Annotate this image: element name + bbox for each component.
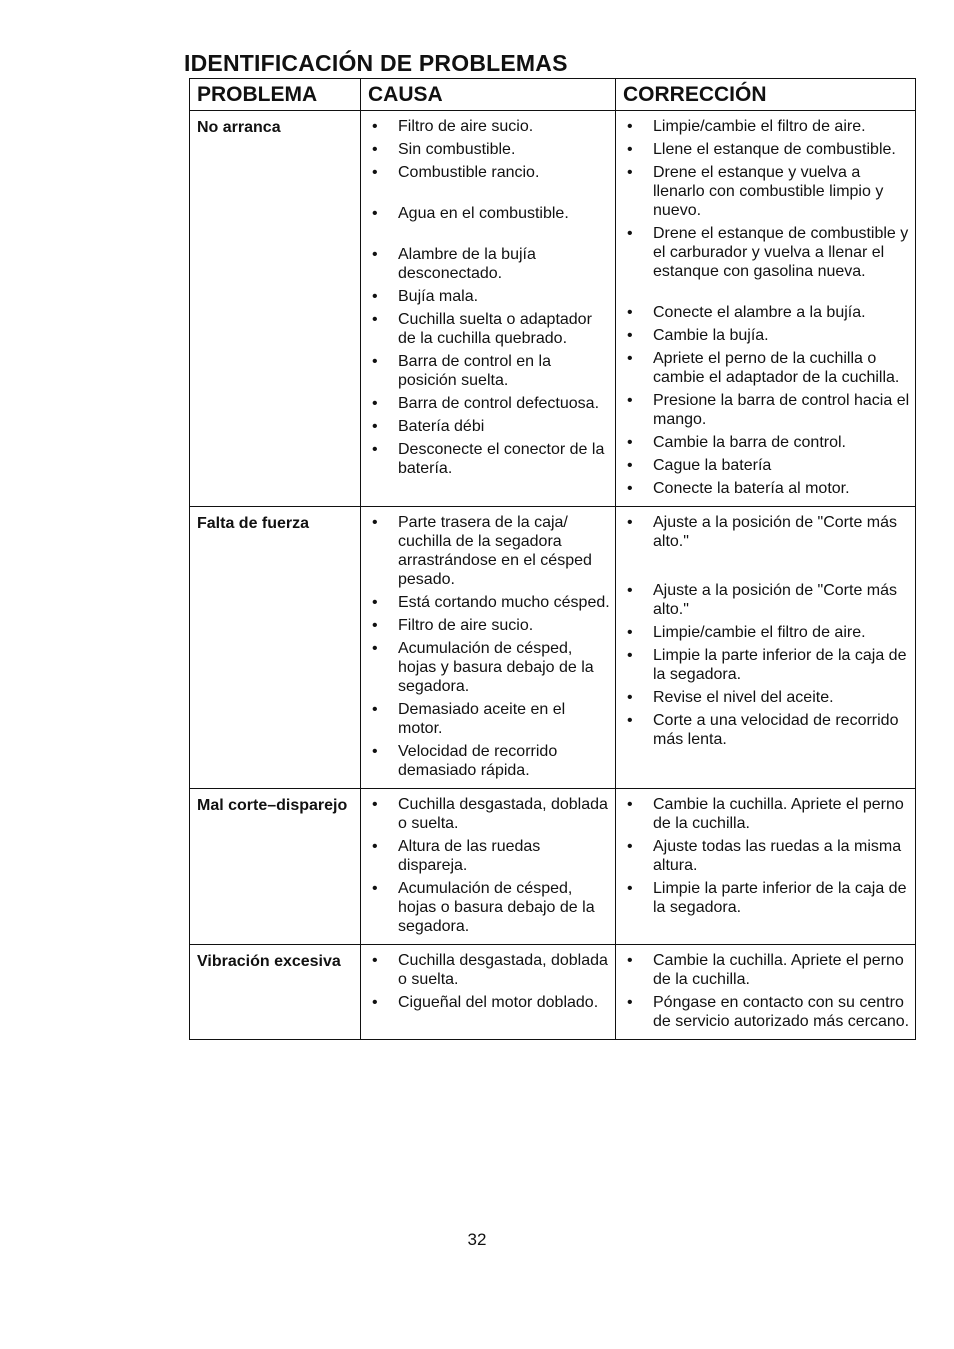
cause-text: Alambre de la bujía desconectado. bbox=[398, 246, 536, 282]
correction-item bbox=[623, 117, 911, 136]
bullet-icon: • bbox=[372, 141, 378, 158]
correction-item bbox=[623, 951, 911, 989]
correction-text: Drene el estanque de combustible y el carburador y vuelva a llenar el estanque con gasolina nueva. bbox=[653, 225, 909, 280]
header-problema: PROBLEMA bbox=[190, 79, 360, 111]
correction-text: Cambie la cuchilla. Apriete el perno de la cuchilla. bbox=[653, 952, 904, 988]
cause-item bbox=[368, 993, 611, 1012]
correction-text: Limpie la parte inferior de la caja de la segadora. bbox=[653, 880, 907, 916]
correction-text: Limpie/cambie el filtro de aire. bbox=[653, 118, 866, 135]
correction-text: Conecte el alambre a la bujía. bbox=[653, 304, 866, 321]
cause-text: Barra de control defectuosa. bbox=[398, 395, 600, 412]
cause-text: Desconecte el conector de la batería. bbox=[398, 441, 605, 477]
correction-item bbox=[623, 795, 911, 833]
correction-text: Limpie/cambie el filtro de aire. bbox=[653, 624, 866, 641]
correction-item bbox=[623, 513, 911, 551]
cause-item bbox=[368, 140, 611, 159]
bullet-icon: • bbox=[627, 624, 633, 641]
cause-text: Velocidad de recorrido demasiado rápida. bbox=[398, 743, 558, 779]
cause-text: Cuchilla desgastada, doblada o suelta. bbox=[398, 952, 608, 988]
problem-label: Mal corte–disparejo bbox=[197, 797, 348, 814]
problem-label: Vibración excesiva bbox=[197, 953, 341, 970]
bullet-icon: • bbox=[372, 514, 378, 531]
correction-text: Corte a una velocidad de recorrido más lenta. bbox=[653, 712, 899, 748]
table-section bbox=[190, 111, 915, 507]
cause-item bbox=[368, 879, 611, 936]
correction-item bbox=[623, 349, 911, 387]
correction-item bbox=[623, 711, 911, 749]
correction-text: Presione la barra de control hacia el mango. bbox=[653, 392, 910, 428]
header-correccion: CORRECCIÓN bbox=[615, 79, 915, 111]
bullet-icon: • bbox=[627, 392, 633, 409]
cause-item bbox=[368, 742, 611, 780]
correction-text: Cambie la cuchilla. Apriete el perno de la cuchilla. bbox=[653, 796, 904, 832]
cause-text: Cuchilla desgastada, doblada o suelta. bbox=[398, 796, 608, 832]
bullet-icon: • bbox=[372, 353, 378, 370]
cause-item bbox=[368, 394, 611, 413]
cause-text: Acumulación de césped, hojas o basura debajo de la segadora. bbox=[398, 880, 595, 935]
cause-text: Agua en el combustible. bbox=[398, 205, 569, 222]
bullet-icon: • bbox=[372, 743, 378, 760]
correction-item bbox=[623, 456, 911, 475]
correction-item bbox=[623, 391, 911, 429]
correction-item bbox=[623, 879, 911, 917]
cause-item bbox=[368, 616, 611, 635]
cause-column bbox=[360, 507, 615, 788]
bullet-icon: • bbox=[627, 225, 633, 242]
correction-text: Llene el estanque de combustible. bbox=[653, 141, 896, 158]
correction-item bbox=[623, 326, 911, 345]
bullet-icon: • bbox=[372, 395, 378, 412]
bullet-icon: • bbox=[372, 164, 378, 181]
cause-column bbox=[360, 945, 615, 1039]
bullet-icon: • bbox=[372, 952, 378, 969]
bullet-icon: • bbox=[372, 594, 378, 611]
correction-item bbox=[623, 646, 911, 684]
bullet-icon: • bbox=[627, 796, 633, 813]
correction-item bbox=[623, 837, 911, 875]
correction-text: Ajuste a la posición de "Corte más alto." bbox=[653, 582, 898, 618]
bullet-icon: • bbox=[372, 288, 378, 305]
cause-item bbox=[368, 417, 611, 436]
bullet-icon: • bbox=[627, 514, 633, 531]
bullet-icon: • bbox=[627, 164, 633, 181]
correction-item bbox=[623, 623, 911, 642]
correction-column bbox=[615, 507, 915, 788]
correction-text: Apriete el perno de la cuchilla o cambie el adaptador de la cuchilla. bbox=[653, 350, 900, 386]
cause-item bbox=[368, 163, 611, 182]
cause-text: Sin combustible. bbox=[398, 141, 516, 158]
bullet-icon: • bbox=[372, 418, 378, 435]
troubleshooting-table bbox=[189, 78, 916, 1040]
bullet-icon: • bbox=[627, 952, 633, 969]
correction-item bbox=[623, 688, 911, 707]
cause-text: Filtro de aire sucio. bbox=[398, 617, 534, 634]
cause-item bbox=[368, 352, 611, 390]
correction-item bbox=[623, 433, 911, 452]
cause-item bbox=[368, 204, 611, 223]
correction-item bbox=[623, 581, 911, 619]
correction-column bbox=[615, 789, 915, 944]
cause-item bbox=[368, 951, 611, 989]
correction-item bbox=[623, 993, 911, 1031]
bullet-icon: • bbox=[627, 480, 633, 497]
correction-text: Cambie la barra de control. bbox=[653, 434, 846, 451]
table-section bbox=[190, 507, 915, 789]
cause-item bbox=[368, 117, 611, 136]
bullet-icon: • bbox=[627, 689, 633, 706]
bullet-icon: • bbox=[627, 712, 633, 729]
correction-text: Drene el estanque y vuelva a llenarlo con combustible limpio y nuevo. bbox=[653, 164, 884, 219]
bullet-icon: • bbox=[372, 640, 378, 657]
cause-item bbox=[368, 310, 611, 348]
bullet-icon: • bbox=[627, 880, 633, 897]
correction-text: Ajuste todas las ruedas a la misma altura. bbox=[653, 838, 902, 874]
bullet-icon: • bbox=[372, 311, 378, 328]
bullet-icon: • bbox=[372, 617, 378, 634]
bullet-icon: • bbox=[372, 838, 378, 855]
bullet-icon: • bbox=[627, 838, 633, 855]
cause-text: Filtro de aire sucio. bbox=[398, 118, 534, 135]
correction-item bbox=[623, 163, 911, 220]
bullet-icon: • bbox=[627, 434, 633, 451]
cause-text: Demasiado aceite en el motor. bbox=[398, 701, 566, 737]
cause-item bbox=[368, 795, 611, 833]
correction-text: Revise el nivel del aceite. bbox=[653, 689, 834, 706]
cause-text: Barra de control en la posición suelta. bbox=[398, 353, 551, 389]
correction-text: Cambie la bujía. bbox=[653, 327, 769, 344]
page-title: IDENTIFICACIÓN DE PROBLEMAS bbox=[184, 50, 568, 76]
problem-label: Falta de fuerza bbox=[197, 515, 310, 532]
correction-column bbox=[615, 945, 915, 1039]
header-causa: CAUSA bbox=[360, 79, 615, 111]
cause-text: Cigueñal del motor doblado. bbox=[398, 994, 599, 1011]
bullet-icon: • bbox=[372, 205, 378, 222]
correction-item bbox=[623, 303, 911, 322]
bullet-icon: • bbox=[372, 701, 378, 718]
cause-text: Altura de las ruedas dispareja. bbox=[398, 838, 541, 874]
correction-item bbox=[623, 479, 911, 498]
bullet-icon: • bbox=[372, 118, 378, 135]
table-body bbox=[190, 111, 915, 1039]
bullet-icon: • bbox=[627, 647, 633, 664]
bullet-icon: • bbox=[372, 246, 378, 263]
correction-text: Cague la batería bbox=[653, 457, 772, 474]
cause-text: Acumulación de césped, hojas y basura debajo de la segadora. bbox=[398, 640, 594, 695]
cause-column bbox=[360, 789, 615, 944]
cause-item bbox=[368, 700, 611, 738]
cause-item bbox=[368, 593, 611, 612]
bullet-icon: • bbox=[627, 118, 633, 135]
table-header bbox=[190, 79, 915, 111]
cause-text: Parte trasera de la caja/ cuchilla de la segadora arrastrándose en el césped pesado. bbox=[398, 514, 592, 588]
correction-text: Limpie la parte inferior de la caja de la segadora. bbox=[653, 647, 907, 683]
cause-item bbox=[368, 513, 611, 589]
table-section bbox=[190, 945, 915, 1039]
bullet-icon: • bbox=[627, 304, 633, 321]
table-section bbox=[190, 789, 915, 945]
cause-item bbox=[368, 639, 611, 696]
page-number: 32 bbox=[467, 1230, 487, 1249]
cause-item bbox=[368, 837, 611, 875]
correction-text: Ajuste a la posición de "Corte más alto." bbox=[653, 514, 898, 550]
cause-item bbox=[368, 440, 611, 478]
correction-text: Póngase en contacto con su centro de servicio autorizado más cercano. bbox=[653, 994, 910, 1030]
bullet-icon: • bbox=[627, 994, 633, 1011]
cause-text: Batería débi bbox=[398, 418, 485, 435]
bullet-icon: • bbox=[372, 994, 378, 1011]
correction-item bbox=[623, 224, 911, 281]
cause-item bbox=[368, 287, 611, 306]
bullet-icon: • bbox=[372, 796, 378, 813]
bullet-icon: • bbox=[627, 582, 633, 599]
correction-column bbox=[615, 111, 915, 506]
bullet-icon: • bbox=[627, 141, 633, 158]
cause-text: Combustible rancio. bbox=[398, 164, 540, 181]
bullet-icon: • bbox=[372, 441, 378, 458]
cause-text: Bujía mala. bbox=[398, 288, 479, 305]
bullet-icon: • bbox=[627, 327, 633, 344]
cause-item bbox=[368, 245, 611, 283]
bullet-icon: • bbox=[627, 350, 633, 367]
bullet-icon: • bbox=[627, 457, 633, 474]
bullet-icon: • bbox=[372, 880, 378, 897]
cause-text: Está cortando mucho césped. bbox=[398, 594, 610, 611]
correction-item bbox=[623, 140, 911, 159]
problem-label: No arranca bbox=[197, 119, 281, 136]
cause-column bbox=[360, 111, 615, 506]
correction-text: Conecte la batería al motor. bbox=[653, 480, 850, 497]
cause-text: Cuchilla suelta o adaptador de la cuchilla quebrado. bbox=[398, 311, 592, 347]
